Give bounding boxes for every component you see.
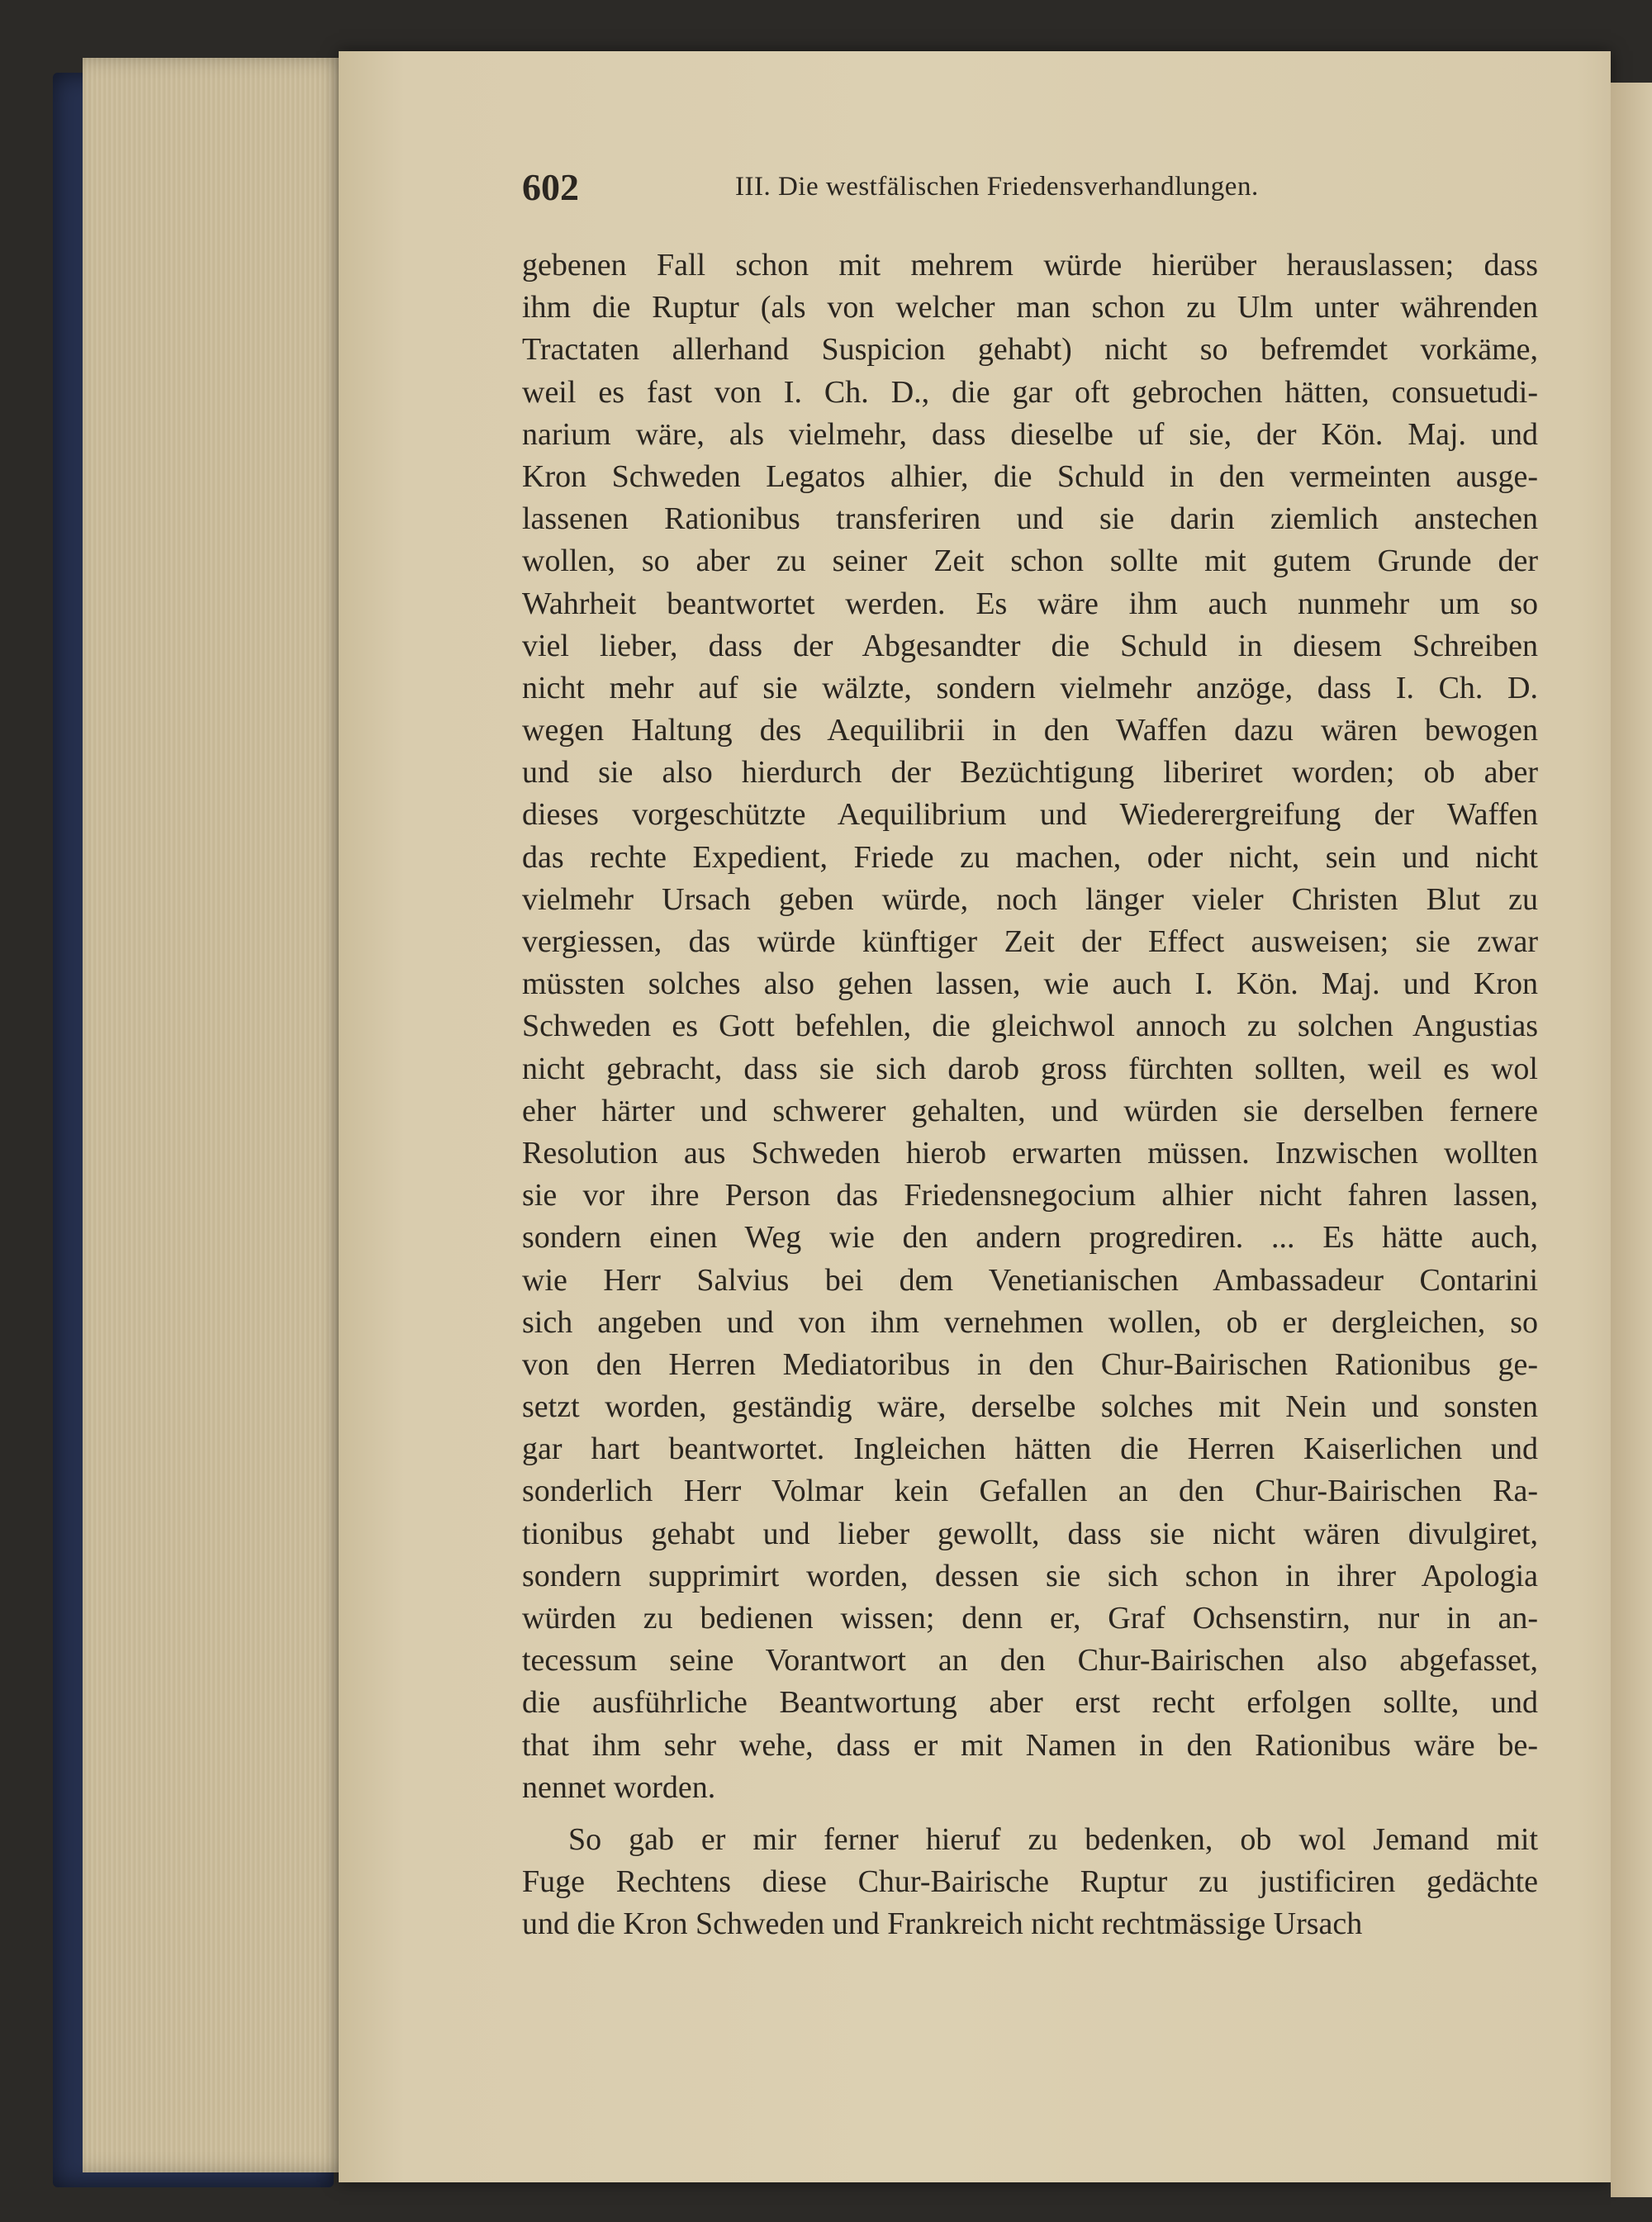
text-line: und sie also hierdurch der Bezüchtigung liberiret worden; ob aber — [522, 755, 1538, 791]
text-line: das rechte Expedient, Friede zu machen, oder nicht, sein und nicht — [522, 839, 1538, 875]
text-line: dieses vorgeschützte Aequilibrium und Wiederergreifung der Waffen — [522, 797, 1538, 833]
text-line: müssten solches also gehen lassen, wie auch I. Kön. Maj. und Kron — [522, 966, 1538, 1002]
text-line: Wahrheit beantwortet werden. Es wäre ihm auch nunmehr um so — [522, 586, 1538, 621]
text-line: setzt worden, geständig wäre, derselbe solches mit Nein und sonsten — [522, 1389, 1538, 1425]
page-number: 602 — [522, 166, 579, 208]
text-line: wie Herr Salvius bei dem Venetianischen Ambassadeur Contarini — [522, 1262, 1538, 1298]
text-line: sonderlich Herr Volmar kein Gefallen an den Chur-Bairischen Ra- — [522, 1474, 1538, 1509]
text-line: tecessum seine Vorantwort an den Chur-Bairischen also abgefasset, — [522, 1643, 1538, 1678]
text-line: nennet worden. — [522, 1769, 716, 1805]
text-line: Fuge Rechtens diese Chur-Bairische Ruptur zu justificiren gedächte — [522, 1864, 1538, 1900]
text-line: wegen Haltung des Aequilibrii in den Waffen dazu wären bewogen — [522, 713, 1538, 748]
text-line: viel lieber, dass der Abgesandter die Schuld in diesem Schreiben — [522, 628, 1538, 663]
text-line: nicht gebracht, dass sie sich darob gross fürchten sollten, weil es wol — [522, 1051, 1538, 1086]
text-line: sondern einen Weg wie den andern progrediren. ... Es hätte auch, — [522, 1220, 1538, 1256]
text-line: gar hart beantwortet. Ingleichen hätten die Herren Kaiserlichen und — [522, 1431, 1538, 1467]
body-text — [522, 245, 1538, 1946]
text-line: that ihm sehr wehe, dass er mit Namen in den Rationibus wäre be- — [522, 1727, 1538, 1763]
text-line: sie vor ihre Person das Friedensnegocium alhier nicht fahren lassen, — [522, 1178, 1538, 1213]
text-line: sich angeben und von ihm vernehmen wollen, ob er dergleichen, so — [522, 1304, 1538, 1340]
text-line: narium wäre, als vielmehr, dass dieselbe uf sie, der Kön. Maj. und — [522, 416, 1538, 452]
text-line: Schweden es Gott befehlen, die gleichwol annoch zu solchen Angustias — [522, 1009, 1538, 1044]
text-line: wollen, so aber zu seiner Zeit schon sollte mit gutem Grunde der — [522, 544, 1538, 579]
text-line: die ausführliche Beantwortung aber erst recht erfolgen sollte, und — [522, 1685, 1538, 1721]
text-line: nicht mehr auf sie wälzte, sondern vielmehr anzöge, dass I. Ch. D. — [522, 670, 1538, 705]
page-header — [522, 165, 1538, 215]
page-edges — [83, 58, 355, 2172]
text-line: Kron Schweden Legatos alhier, die Schuld in den vermeinten ausge- — [522, 458, 1538, 494]
text-line: weil es fast von I. Ch. D., die gar oft gebrochen hätten, consuetudi- — [522, 374, 1538, 410]
text-line: tionibus gehabt und lieber gewollt, dass sie nicht wären divulgiret, — [522, 1516, 1538, 1551]
paragraph-2 — [522, 1819, 1538, 1946]
text-line: lassenen Rationibus transferiren und sie darin ziemlich anstechen — [522, 501, 1538, 537]
text-line: sondern supprimirt worden, dessen sie sich schon in ihrer Apologia — [522, 1558, 1538, 1593]
text-line: würden zu bedienen wissen; denn er, Graf Ochsenstirn, nur in an- — [522, 1601, 1538, 1636]
text-line: und die Kron Schweden und Frankreich nicht rechtmässige Ursach — [522, 1906, 1363, 1942]
running-head: III. Die westfälischen Friedensverhandlungen. — [735, 172, 1259, 202]
facing-page-edge — [1611, 83, 1652, 2197]
text-line: Resolution aus Schweden hierob erwarten müssen. Inzwischen wollten — [522, 1135, 1538, 1170]
text-line: vielmehr Ursach geben würde, noch länger vieler Christen Blut zu — [522, 881, 1538, 917]
text-line: So gab er mir ferner hieruf zu bedenken, ob wol Jemand mit — [568, 1821, 1538, 1857]
text-line: gebenen Fall schon mit mehrem würde hierüber herauslassen; dass — [522, 248, 1538, 282]
paragraph-1 — [522, 245, 1538, 1809]
text-line: ihm die Ruptur (als von welcher man schon zu Ulm unter währenden — [522, 290, 1538, 325]
text-line: eher härter und schwerer gehalten, und würden sie derselben fernere — [522, 1093, 1538, 1128]
text-line: Tractaten allerhand Suspicion gehabt) nicht so befremdet vorkäme, — [522, 332, 1538, 368]
text-line: vergiessen, das würde künftiger Zeit der Effect ausweisen; sie zwar — [522, 924, 1538, 959]
text-line: von den Herren Mediatoribus in den Chur-Bairischen Rationibus ge- — [522, 1346, 1538, 1382]
